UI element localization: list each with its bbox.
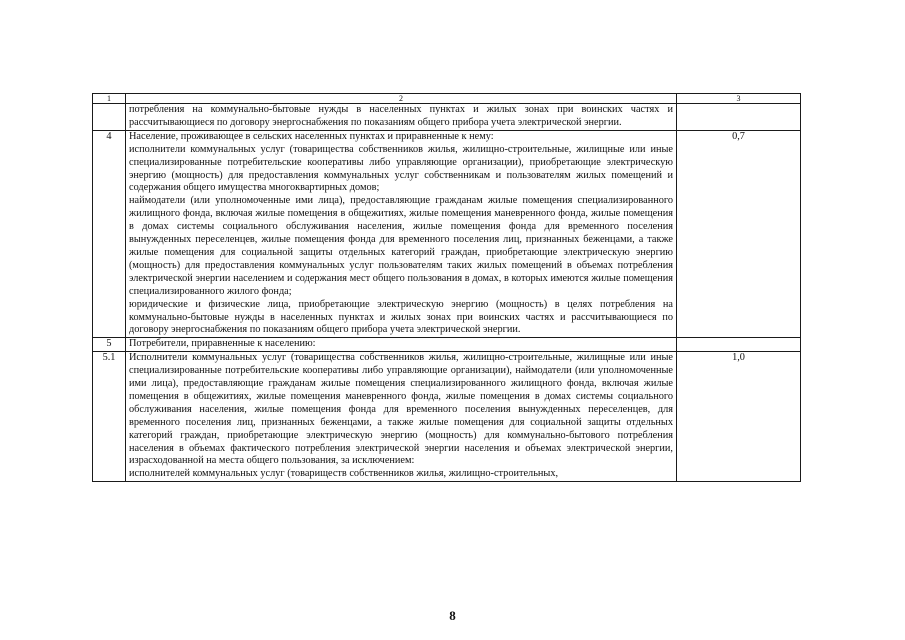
row-coefficient: 1,0 — [677, 352, 801, 482]
row-description — [126, 130, 677, 338]
tariff-table — [92, 93, 801, 482]
row-coefficient — [677, 104, 801, 131]
row-description — [126, 104, 677, 131]
row-paragraph: Потребители, приравненные к населению: — [129, 338, 316, 350]
page-number: 8 — [449, 608, 456, 623]
row-coefficient — [677, 338, 801, 352]
table-row-continuation — [93, 104, 801, 131]
row-paragraph: Население, проживающее в сельских населенных пунктах и приравненные к нему: — [129, 130, 494, 142]
row-number: 5 — [93, 338, 126, 352]
row-paragraph: исполнителей коммунальных услуг (товариществ собственников жилья, жилищно-строительных, — [129, 468, 559, 480]
header-cell-2: 2 — [126, 94, 677, 104]
table-row-4 — [93, 130, 801, 338]
row-paragraph: юридические и физические лица, приобретающие электрическую энергию (мощность) в целях потребления на коммунально-бытовые нужды в населенных пунктах и жилых зонах при воинских частях и рассчитывающиеся по договору энергоснабжения по показаниям общего прибора учета электрической энергии. — [129, 298, 673, 336]
row-coefficient: 0,7 — [677, 130, 801, 338]
row-number: 5.1 — [93, 352, 126, 482]
row-number — [93, 104, 126, 131]
row-paragraph: исполнители коммунальных услуг (товарищества собственников жилья, жилищно-строительные, жилищные или иные специализированные потребительские кооперативы либо управляющие организации), приобретающие электрическую энергию (мощность) для предоставления коммунальных услуг собственникам и пользователям жилых помещений и содержания общего имущества многоквартирных домов; — [129, 143, 673, 194]
row-number: 4 — [93, 130, 126, 338]
row-description — [126, 338, 677, 352]
row-paragraph: Исполнители коммунальных услуг (товарищества собственников жилья, жилищно-строительные, жилищные или иные специализированные потребительские кооперативы либо управляющие организации), наймодатели (или уполномоченные ими лица), предоставляющие гражданам жилые помещения специализированного жилищного фонда, включая жилые помещения в общежитиях, жилые помещения маневренного фонда, жилые помещения в домах системы социального обслуживания населения, жилые помещения фонда для временного поселения вынужденных переселенцев, для временного поселения лиц, признанных беженцами, а также жилые помещения для социальной защиты отдельных категорий граждан, приобретающие электрическую энергию (мощность) для коммунально-бытового потребления населения в объемах фактического потребления электрической энергии населения и объемах электрической энергии, израсходованной на места общего пользования, за исключением: — [129, 352, 673, 467]
table-row-5 — [93, 338, 801, 352]
table-row-5-1 — [93, 352, 801, 482]
row-paragraph: потребления на коммунально-бытовые нужды в населенных пунктах и жилых зонах при воинских частях и рассчитывающиеся по договору энергоснабжения по показаниям общего прибора учета электрической энергии. — [129, 104, 673, 128]
header-cell-1: 1 — [93, 94, 126, 104]
table-header-row — [93, 94, 801, 104]
row-paragraph: наймодатели (или уполномоченные ими лица), предоставляющие гражданам жилые помещения специализированного жилищного фонда, включая жилые помещения в общежитиях, жилые помещения маневренного фонда, жилые помещения в домах системы социального обслуживания населения, жилые помещения фонда для временного поселения вынужденных переселенцев, жилые помещения фонда для временного поселения лиц, признанных беженцами, а также жилые помещения для социальной защиты отдельных категорий граждан, приобретающие электрическую энергию (мощность) для предоставления коммунальных услуг пользователям таких жилых помещений в объемах потребления электрической энергии населением и содержания мест общего пользования в домах, в которых имеются жилые помещения специализированного жилого фонда; — [129, 195, 673, 297]
row-description — [126, 352, 677, 482]
header-cell-3: 3 — [677, 94, 801, 104]
